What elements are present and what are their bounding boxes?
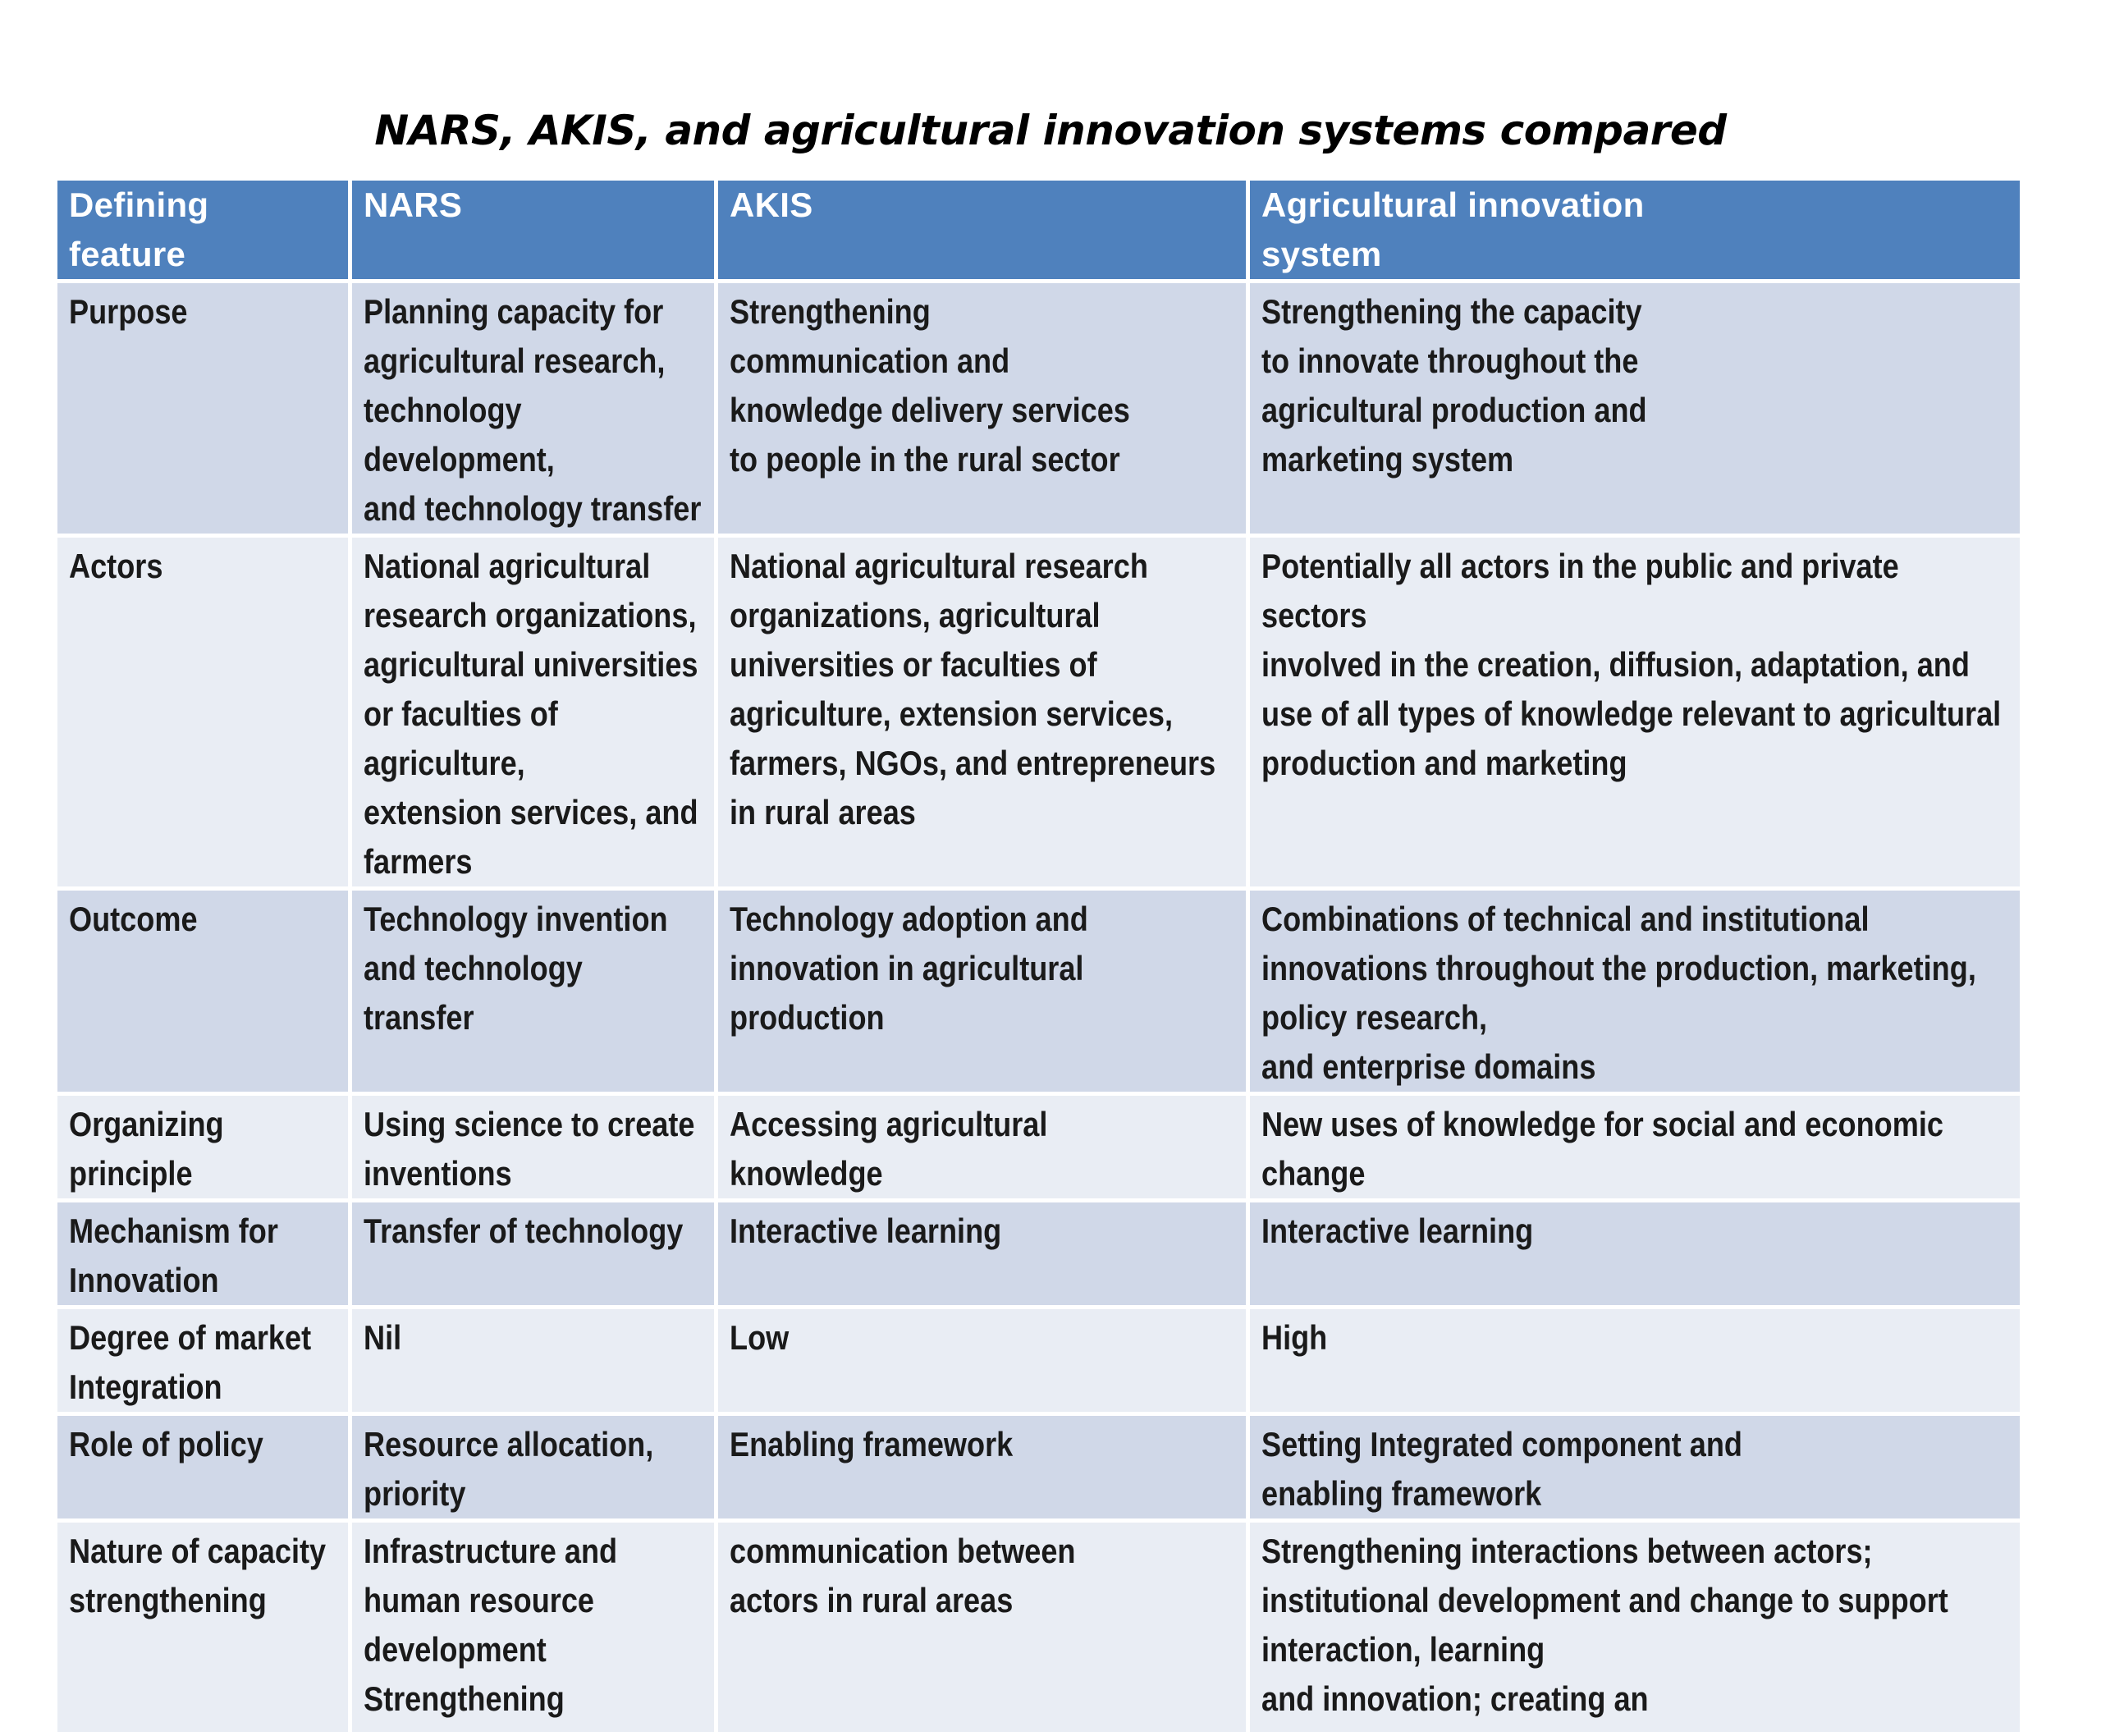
table-row [56,1414,2022,1521]
ais-cell: Strengthening interactions between actors; institutional development and change to support interaction, learning and innovation; creating an [1261,1532,1948,1718]
row-feature-label: Actors [69,547,163,585]
row-feature-label: Organizing principle [69,1105,224,1193]
table-row [56,889,2022,1094]
row-feature-label: Nature of capacity strengthening [69,1532,327,1619]
table-row [56,1308,2022,1414]
akis-cell: Interactive learning [730,1212,1002,1250]
table-header-row [56,179,2022,282]
header-akis: AKIS [716,179,1248,282]
row-feature-label: Degree of market Integration [69,1318,312,1406]
table-row [56,536,2022,889]
ais-cell: Interactive learning [1261,1212,1534,1250]
ais-cell: Potentially all actors in the public and private sectors involved in the creation, diffusion, adaptation, and use of all types of knowledge relevant to agricultural production and marketing [1261,547,2002,782]
ais-cell: Strengthening the capacity to innovate throughout the agricultural production and marketing system [1261,292,1647,479]
table-row [56,282,2022,536]
nars-cell: Transfer of technology [364,1212,684,1250]
row-feature-label: Role of policy [69,1425,263,1463]
nars-cell: Using science to create inventions [364,1105,695,1193]
ais-cell: Combinations of technical and institutional innovations throughout the production, marketing, policy research, and enterprise domains [1261,900,1976,1086]
table-title: NARS, AKIS, and agricultural innovation systems compared [374,107,1727,154]
ais-cell: New uses of knowledge for social and economic change [1261,1105,1943,1193]
header-nars: NARS [350,179,716,282]
row-feature-label: Purpose [69,292,188,331]
header-ais: Agricultural innovation system [1248,179,2022,282]
ais-cell: Setting Integrated component and enabling framework [1261,1425,1742,1513]
row-feature-label: Outcome [69,900,198,938]
nars-cell: Planning capacity for agricultural research, technology development, and technology transfer [364,292,702,528]
akis-cell: Technology adoption and innovation in agricultural production [730,900,1088,1037]
akis-cell: National agricultural research organizations, agricultural universities or faculties of agriculture, extension services, farmers, NGOs, and entrepreneurs in rural areas [730,547,1216,831]
comparison-table [53,176,2024,1736]
nars-cell: Resource allocation, priority [364,1425,654,1513]
akis-cell: Enabling framework [730,1425,1014,1463]
nars-cell: Infrastructure and human resource development Strengthening [364,1532,618,1718]
akis-cell: Strengthening communication and knowledge delivery services to people in the rural sector [730,292,1130,479]
header-defining-feature: Defining feature [56,179,350,282]
nars-cell: National agricultural research organizations, agricultural universities or faculties of agriculture, extension services, and farmers [364,547,698,881]
nars-cell: Nil [364,1318,402,1357]
row-feature-label: Mechanism for Innovation [69,1212,278,1299]
table-row [56,1201,2022,1308]
nars-cell: Technology invention and technology transfer [364,900,668,1037]
table-row [56,1521,2022,1734]
akis-cell: Low [730,1318,790,1357]
table-row [56,1094,2022,1201]
akis-cell: communication between actors in rural areas [730,1532,1076,1619]
ais-cell: High [1261,1318,1328,1357]
akis-cell: Accessing agricultural knowledge [730,1105,1048,1193]
